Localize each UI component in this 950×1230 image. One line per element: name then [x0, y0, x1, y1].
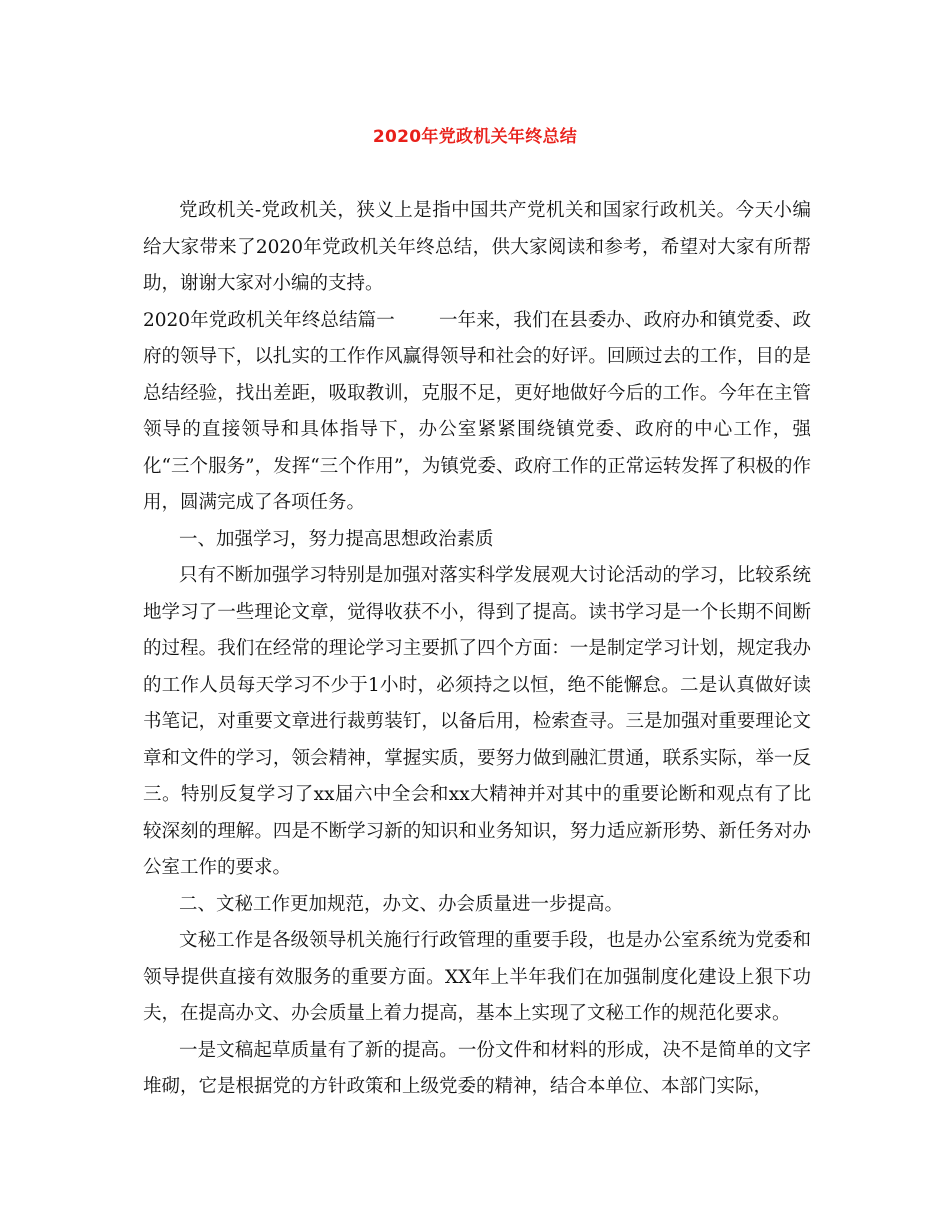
document-body — [143, 193, 811, 1106]
section1-heading: 一、加强学习，努力提高思想政治素质 — [179, 528, 494, 550]
intro-paragraph: 党政机关-党政机关，狭义上是指中国共产党机关和国家行政机关。今天小编给大家带来了2020年党政机关年终总结，供大家阅读和参考，希望对大家有所帮助，谢谢大家对小编的支持。 — [143, 200, 811, 294]
section2-heading: 二、文秘工作更加规范，办文、办会质量进一步提高。 — [179, 893, 624, 915]
document-title: 2020年党政机关年终总结 — [372, 127, 578, 147]
section1-paragraph: 只有不断加强学习特别是加强对落实科学发展观大讨论活动的学习，比较系统地学习了一些理论文章，觉得收获不小，得到了提高。读书学习是一个长期不间断的过程。我们在经常的理论学习主要抓了四个方面：一是制定学习计划，规定我办的工作人员每天学习不少于1小时，必须持之以恒，绝不能懈怠。二是认真做好读书笔记，对重要文章进行裁剪装钉，以备后用，检索查寻。三是加强对重要理论文章和文件的学习，领会精神，掌握实质，要努力做到融汇贯通，联系实际，举一反三。特别反复学习了xx届六中全会和xx大精神并对其中的重要论断和观点有了比较深刻的理解。四是不断学习新的知识和业务知识，努力适应新形势、新任务对办公室工作的要求。 — [143, 565, 811, 878]
opening-paragraph — [143, 303, 811, 522]
section2-paragraph: 文秘工作是各级领导机关施行行政管理的重要手段，也是办公室系统为党委和领导提供直接有效服务的重要方面。XX年上半年我们在加强制度化建设上狠下功夫，在提高办文、办会质量上着力提高，基本上实现了文秘工作的规范化要求。 — [143, 930, 811, 1024]
opening-text: 一年来，我们在县委办、政府办和镇党委、政府的领导下，以扎实的工作作风赢得领导和社会的好评。回顾过去的工作，目的是总结经验，找出差距，吸取教训，克服不足，更好地做好今后的工作。今年在主管领导的直接领导和具体指导下，办公室紧紧围绕镇党委、政府的中心工作，强化“三个服务”，发挥“三个作用”，为镇党委、政府工作的正常运转发挥了积极的作用，圆满完成了各项任务。 — [143, 309, 811, 513]
part-heading: 2020年党政机关年终总结篇一 — [143, 309, 395, 331]
section2-point1-paragraph: 一是文稿起草质量有了新的提高。一份文件和材料的形成，决不是简单的文字堆砌，它是根据党的方针政策和上级党委的精神，结合本单位、本部门实际， — [143, 1039, 811, 1097]
